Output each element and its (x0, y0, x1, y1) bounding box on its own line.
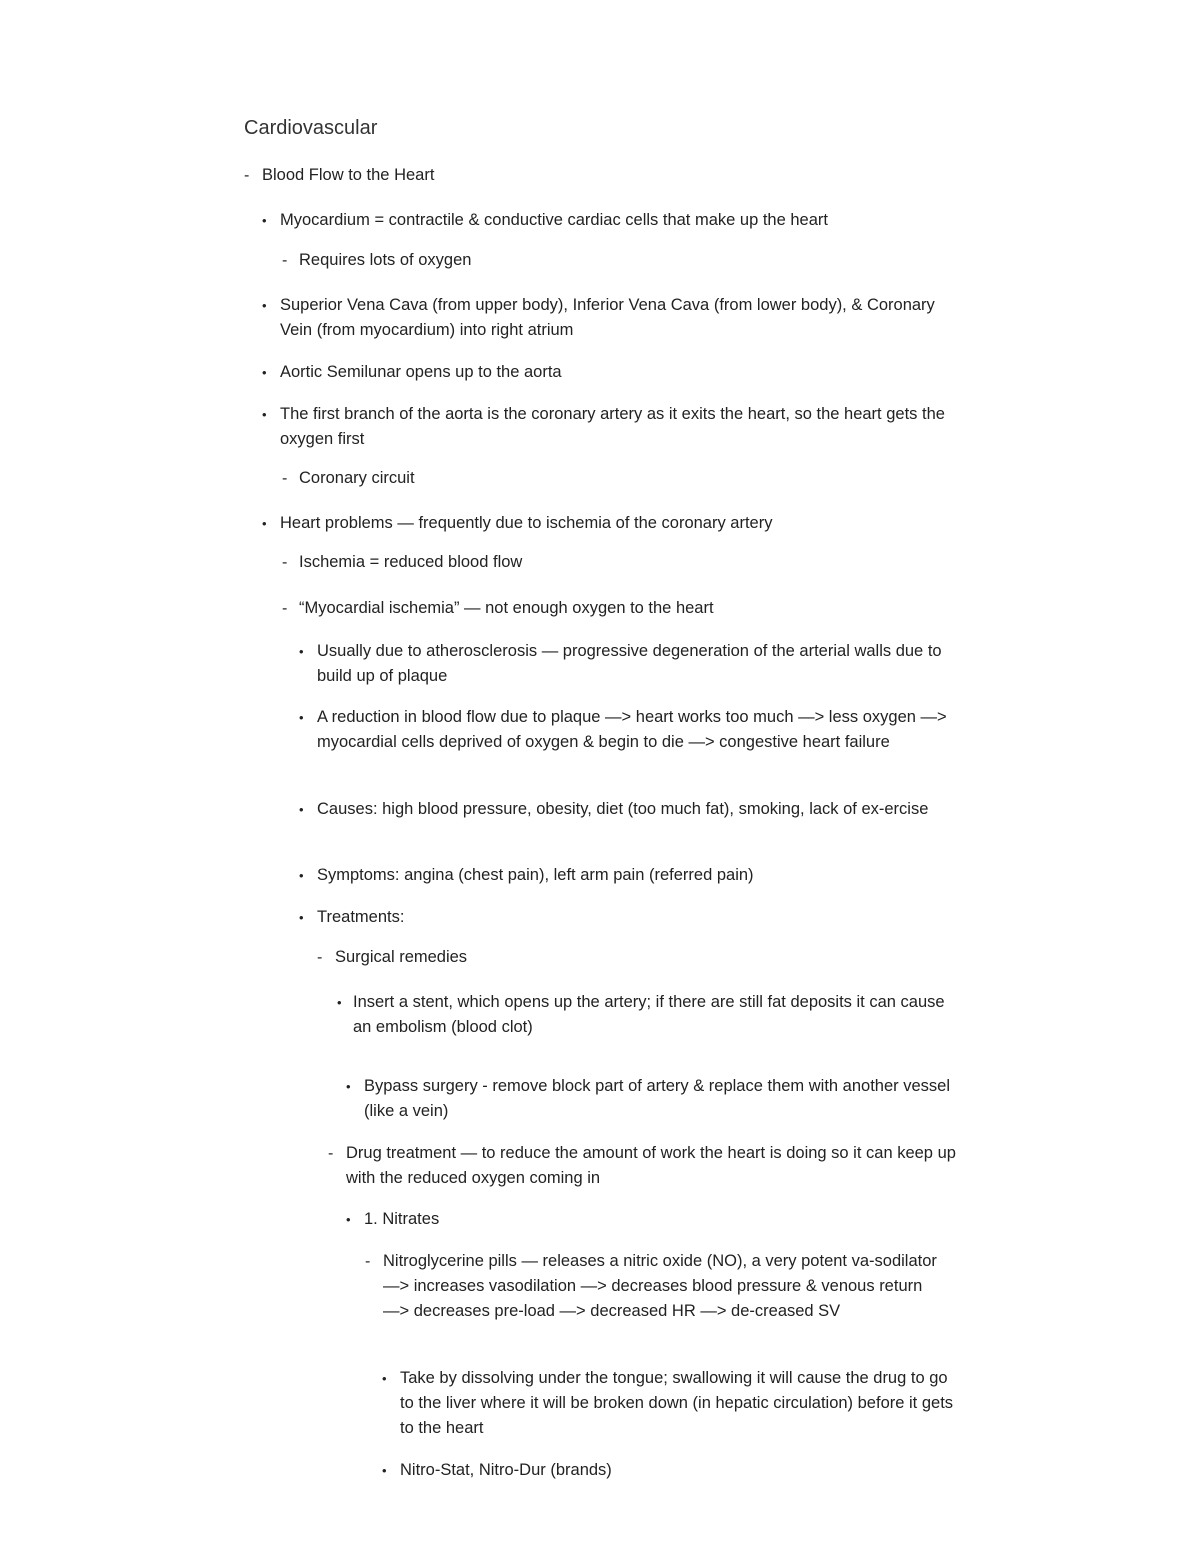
list-item (262, 208, 960, 233)
list-item (282, 550, 959, 575)
list-item (346, 1207, 954, 1232)
list-item-text: Symptoms: angina (chest pain), left arm pain (referred pain) (317, 866, 754, 884)
list-item-text: A reduction in blood flow due to plaque —> heart works too much —> less oxygen —> myocardial cells deprived of oxygen & begin to die —> congestive heart failure (317, 708, 947, 751)
list-item-text: Aortic Semilunar opens up to the aorta (280, 363, 562, 381)
list-item (244, 163, 962, 188)
list-item-text: Nitro-Stat, Nitro-Dur (brands) (400, 1461, 612, 1479)
bullet-marker: • (382, 1463, 387, 1478)
list-item-text: Heart problems — frequently due to ischemia of the coronary artery (280, 514, 773, 532)
list-item-text: Take by dissolving under the tongue; swallowing it will cause the drug to go to the liver where it will be broken down (in hepatic circulation) before it gets to the heart (400, 1369, 954, 1437)
list-item-text: The first branch of the aorta is the coronary artery as it exits the heart, so the heart gets the oxygen first (280, 405, 945, 448)
list-item-text: Insert a stent, which opens up the artery; if there are still fat deposits it can cause an embolism (blood clot) (353, 993, 945, 1036)
bullet-marker: • (382, 1371, 387, 1386)
dash-marker: - (328, 1145, 334, 1162)
bullet-marker: • (299, 802, 304, 817)
list-item-text: Coronary circuit (299, 469, 415, 487)
bullet-marker: • (299, 644, 304, 659)
bullet-marker: • (337, 995, 342, 1010)
bullet-marker: • (346, 1212, 351, 1227)
bullet-marker: • (262, 213, 267, 228)
list-item-text: 1. Nitrates (364, 1210, 440, 1228)
list-item-text: Requires lots of oxygen (299, 251, 472, 269)
list-item (299, 797, 947, 822)
list-item-text: Ischemia = reduced blood flow (299, 553, 523, 571)
list-item-text: Surgical remedies (335, 948, 468, 966)
list-item (299, 705, 957, 755)
list-item-text: Causes: high blood pressure, obesity, diet (too much fat), smoking, lack of ex-ercise (317, 800, 929, 818)
bullet-marker: • (262, 407, 267, 422)
list-item-text: Nitroglycerine pills — releases a nitric oxide (NO), a very potent va-sodilator —> increases vasodilation —> decreases blood pressure & venous return —> decreases pre-load —> decreased HR —> de-creased SV (383, 1252, 937, 1320)
list-item (262, 360, 960, 385)
list-item (282, 466, 959, 491)
list-item (337, 990, 963, 1040)
list-item (282, 248, 959, 273)
bullet-marker: • (262, 298, 267, 313)
list-item-text: Myocardium = contractile & conductive cardiac cells that make up the heart (280, 211, 828, 229)
dash-marker: - (282, 252, 288, 269)
dash-marker: - (244, 167, 250, 184)
list-item (299, 905, 957, 930)
bullet-marker: • (299, 710, 304, 725)
list-item-text: Treatments: (317, 908, 405, 926)
dash-marker: - (282, 470, 288, 487)
list-item (346, 1074, 964, 1124)
bullet-marker: • (299, 910, 304, 925)
list-item (282, 596, 959, 621)
list-item (328, 1141, 956, 1191)
dash-marker: - (317, 949, 323, 966)
dash-marker: - (282, 554, 288, 571)
list-item (317, 945, 955, 970)
bullet-marker: • (262, 516, 267, 531)
dash-marker: - (282, 600, 288, 617)
list-item-text: Blood Flow to the Heart (262, 166, 435, 184)
list-item-text: Superior Vena Cava (from upper body), Inferior Vena Cava (from lower body), & Coronary Vein (from myocardium) into right atrium (280, 296, 935, 339)
bullet-marker: • (346, 1079, 351, 1094)
list-item-text: “Myocardial ischemia” — not enough oxygen to the heart (299, 599, 714, 617)
list-item-text: Usually due to atherosclerosis — progressive degeneration of the arterial walls due to build up of plaque (317, 642, 942, 685)
bullet-marker: • (299, 868, 304, 883)
list-item (262, 293, 945, 343)
list-item (299, 863, 957, 888)
dash-marker: - (365, 1253, 371, 1270)
page-title: Cardiovascular (244, 117, 378, 139)
list-item (262, 402, 950, 452)
list-item (299, 639, 957, 689)
list-item-text: Drug treatment — to reduce the amount of work the heart is doing so it can keep up with the reduced oxygen coming in (346, 1144, 956, 1187)
list-item-text: Bypass surgery - remove block part of artery & replace them with another vessel (like a vein) (364, 1077, 950, 1120)
list-item (365, 1249, 938, 1324)
list-item (262, 511, 960, 536)
bullet-marker: • (262, 365, 267, 380)
list-item (382, 1458, 965, 1483)
list-item (382, 1366, 965, 1441)
